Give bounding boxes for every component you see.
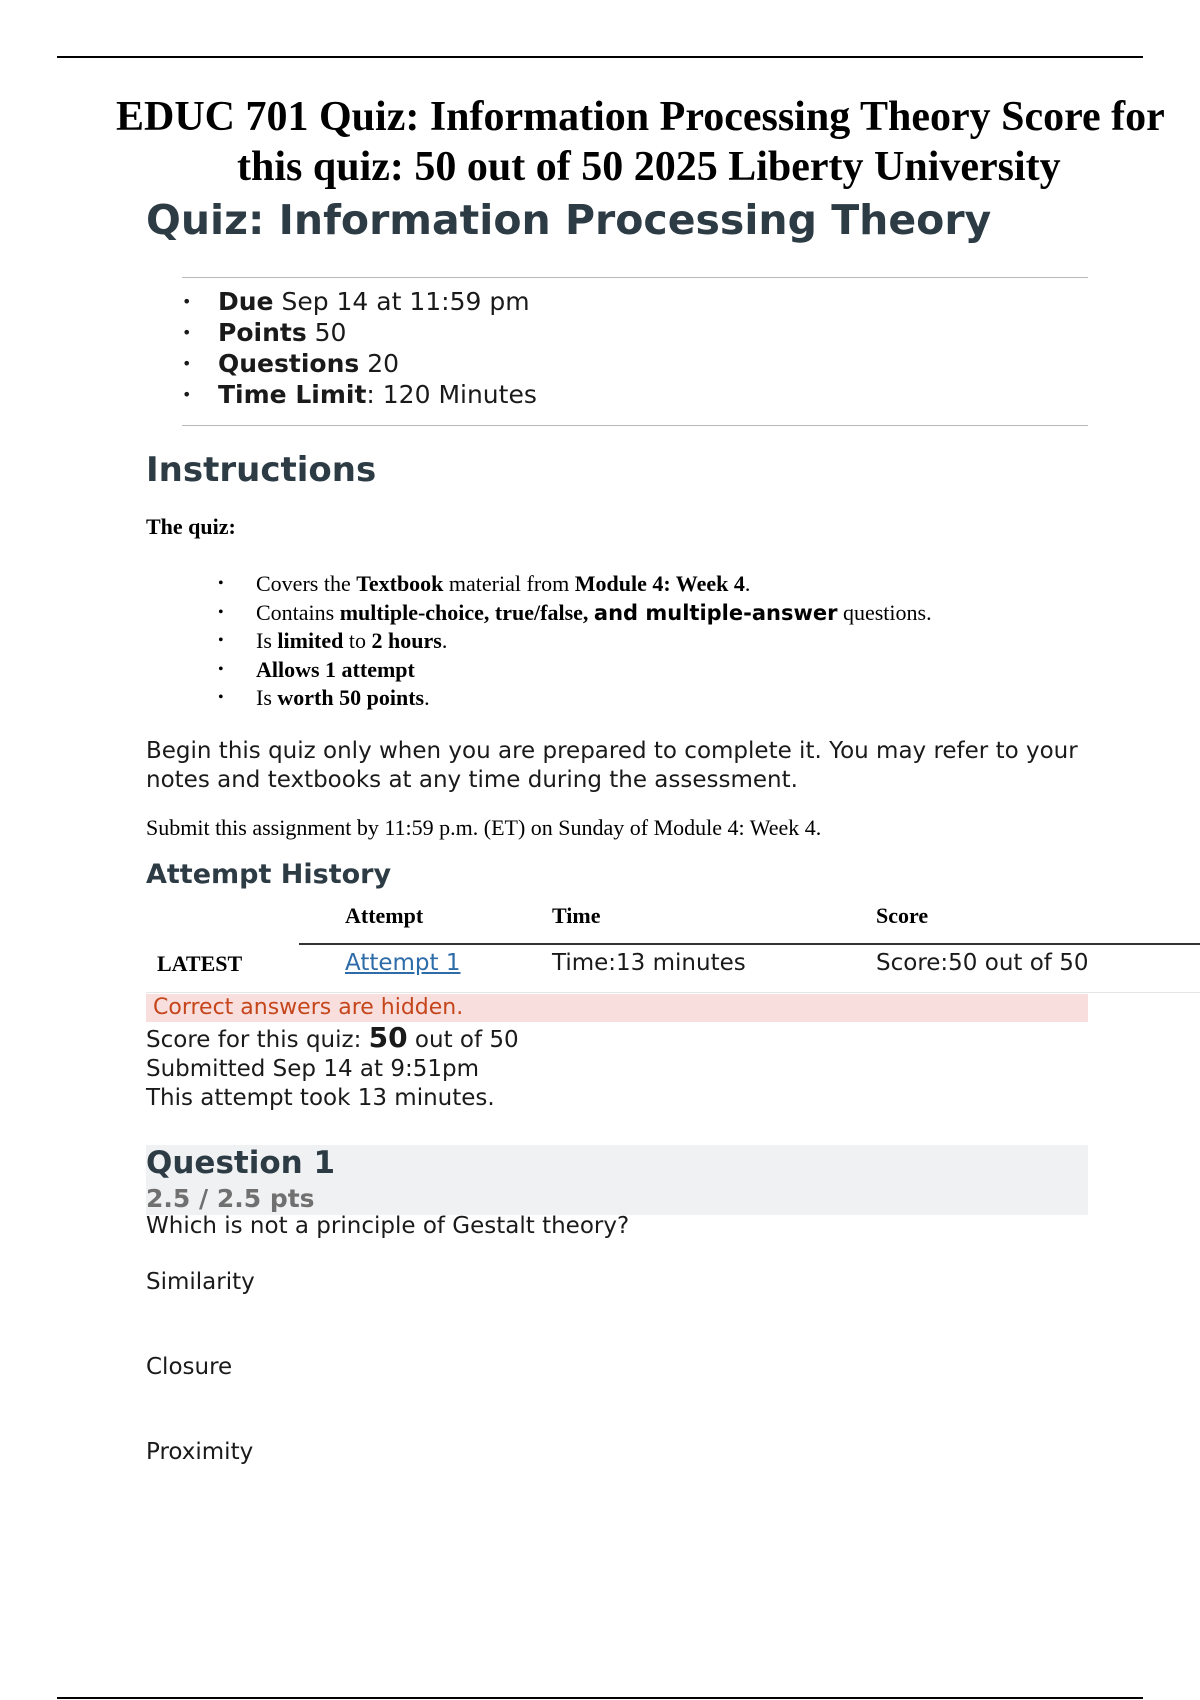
score-line <box>146 1023 519 1055</box>
detail-value: 20 <box>359 349 400 378</box>
text-bold: and multiple-answer <box>593 600 838 625</box>
instructions-intro: The quiz: <box>146 514 236 539</box>
table-header-divider <box>299 943 1200 945</box>
attempt-score-cell: Score:50 out of 50 <box>876 950 1089 976</box>
text-bold: limited <box>277 628 344 653</box>
attempt-summary <box>146 1023 519 1113</box>
detail-label: Questions <box>218 349 360 378</box>
attempt-time-cell: Time:13 minutes <box>552 950 746 976</box>
instruction-item <box>218 599 932 628</box>
text: Covers the <box>256 571 357 596</box>
quiz-details-list <box>182 286 537 410</box>
detail-questions <box>182 348 537 379</box>
text-bold: 2 hours <box>371 628 442 653</box>
answers-hidden-banner: Correct answers are hidden. <box>146 994 1088 1022</box>
score-label: Score for this quiz: <box>146 1027 369 1053</box>
text-bold: Module 4: Week 4 <box>574 571 745 596</box>
quiz-title: Quiz: Information Processing Theory <box>146 196 992 244</box>
details-divider-top <box>182 277 1088 278</box>
text: material from <box>443 571 575 596</box>
table-row-divider <box>146 992 1200 993</box>
detail-points <box>182 317 537 348</box>
question-points: 2.5 / 2.5 pts <box>146 1184 315 1213</box>
question-text: Which is not a principle of Gestalt theory? <box>146 1213 630 1239</box>
column-header-time: Time <box>552 903 601 928</box>
text-bold: multiple-choice, true/false, <box>339 599 594 625</box>
detail-label: Time Limit <box>218 380 367 409</box>
bottom-rule <box>57 1697 1143 1699</box>
score-value: 50 <box>368 1021 408 1054</box>
text-bold: Allows 1 attempt <box>256 656 415 682</box>
text-bold: worth 50 points <box>277 685 425 710</box>
answer-option: Similarity <box>146 1269 255 1295</box>
details-divider-bottom <box>182 425 1088 426</box>
detail-label: Due <box>218 287 274 316</box>
text: Contains <box>256 599 340 625</box>
text: questions. <box>837 599 932 625</box>
instruction-item <box>218 627 932 656</box>
score-total: out of 50 <box>407 1027 519 1053</box>
detail-label: Points <box>218 318 307 347</box>
attempt-history-heading: Attempt History <box>146 859 392 890</box>
instruction-item <box>218 656 932 685</box>
text-bold: Textbook <box>356 571 444 596</box>
text: Is <box>256 685 278 710</box>
text: to <box>343 628 372 653</box>
column-header-score: Score <box>876 903 929 928</box>
answer-option: Closure <box>146 1354 233 1380</box>
instructions-heading: Instructions <box>146 450 377 490</box>
detail-value: Sep 14 at 11:59 pm <box>273 287 530 316</box>
detail-due <box>182 286 537 317</box>
instructions-list <box>218 570 932 713</box>
latest-label: LATEST <box>157 951 243 976</box>
detail-value: 50 <box>306 318 347 347</box>
begin-instructions-text: Begin this quiz only when you are prepared to complete it. You may refer to your notes and textbooks at any time during the assessment. <box>146 738 1078 793</box>
attempt-1-link[interactable]: Attempt 1 <box>345 950 461 976</box>
detail-value: : 120 Minutes <box>366 380 537 409</box>
text: . <box>424 685 430 710</box>
duration-line: This attempt took 13 minutes. <box>146 1085 495 1111</box>
submit-deadline-text: Submit this assignment by 11:59 p.m. (ET) on Sunday of Module 4: Week 4. <box>146 815 822 840</box>
document-title-line-2: this quiz: 50 out of 50 2025 Liberty University <box>237 144 1061 190</box>
question-title: Question 1 <box>146 1145 336 1181</box>
submitted-line: Submitted Sep 14 at 9:51pm <box>146 1056 479 1082</box>
text: Is <box>256 628 278 653</box>
top-rule <box>57 56 1143 58</box>
instruction-item <box>218 684 932 713</box>
detail-time-limit <box>182 379 537 410</box>
answer-option: Proximity <box>146 1439 254 1465</box>
column-header-attempt: Attempt <box>345 903 424 928</box>
instruction-item <box>218 570 932 599</box>
text: . <box>441 628 448 653</box>
document-title-line-1: EDUC 701 Quiz: Information Processing Theory Score for <box>116 94 1165 140</box>
text: . <box>744 571 751 596</box>
